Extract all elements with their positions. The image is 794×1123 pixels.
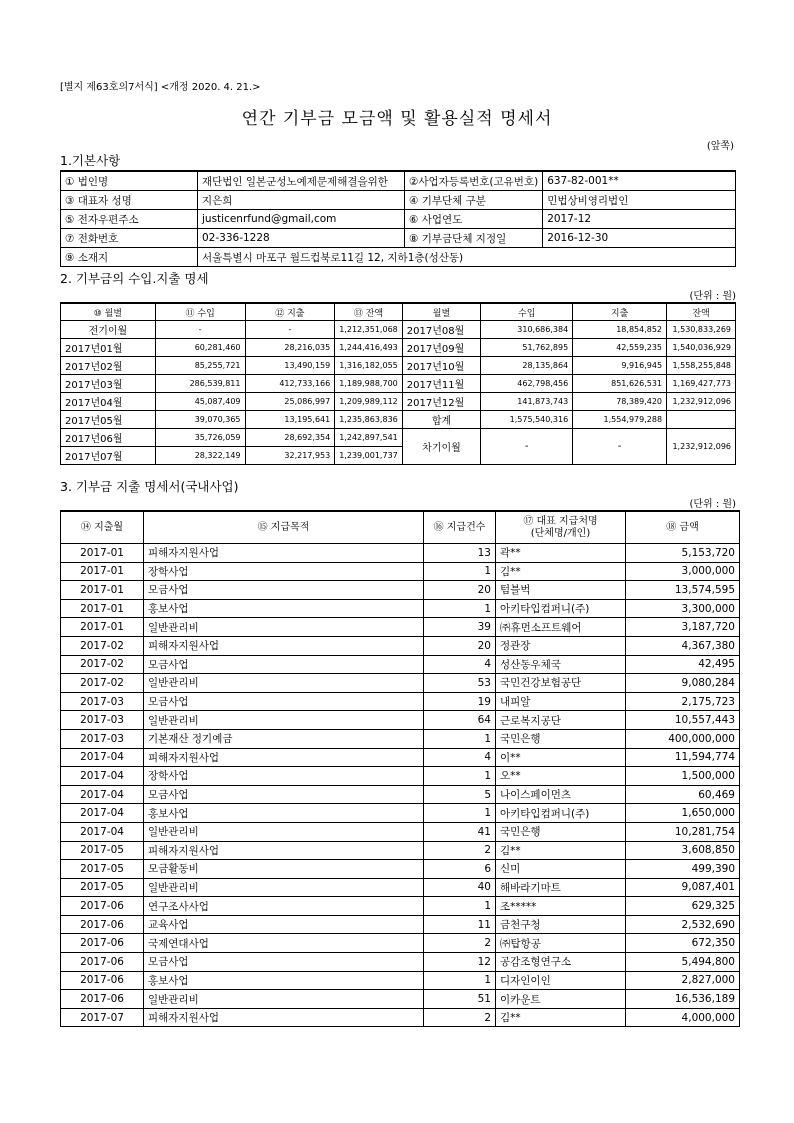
count-cell: 13 — [424, 544, 496, 563]
header-recipient — [496, 511, 626, 544]
table-row — [61, 841, 740, 860]
table-row — [61, 878, 740, 897]
month-cell: 2017년09월 — [402, 339, 480, 357]
expense-month-cell: 2017-06 — [61, 971, 144, 990]
count-cell: 20 — [424, 636, 496, 655]
count-cell: 4 — [424, 748, 496, 767]
income-cell: 1,575,540,316 — [481, 411, 573, 429]
table-row — [61, 897, 740, 916]
count-cell: 1 — [424, 562, 496, 581]
count-cell: 19 — [424, 692, 496, 711]
purpose-cell: 모금사업 — [144, 953, 424, 972]
count-cell: 4 — [424, 655, 496, 674]
header-expense-month: ⑭ 지출월 — [61, 511, 144, 544]
count-cell: 1 — [424, 729, 496, 748]
expense-detail-table — [60, 510, 740, 1027]
balance-cell: 1,558,255,848 — [667, 357, 736, 375]
purpose-cell: 홍보사업 — [144, 599, 424, 618]
recipient-cell: 오** — [496, 767, 626, 786]
balance-cell: 1,242,897,541 — [335, 429, 403, 447]
recipient-cell: 김** — [496, 1008, 626, 1027]
expense-month-cell: 2017-05 — [61, 878, 144, 897]
purpose-cell: 피해자지원사업 — [144, 544, 424, 563]
balance-cell: 1,212,351,068 — [335, 321, 403, 339]
expense-cell: 13,490,159 — [245, 357, 335, 375]
field-label: ⑧ 기부금단체 지정일 — [405, 229, 543, 248]
income-cell: 141,873,743 — [481, 393, 573, 411]
field-value: 637-82-001** — [543, 171, 736, 191]
basic-info-row — [61, 229, 736, 248]
expense-month-cell: 2017-01 — [61, 618, 144, 637]
count-cell: 39 — [424, 618, 496, 637]
carry-expense-cell: - — [573, 429, 667, 465]
purpose-cell: 교육사업 — [144, 915, 424, 934]
section2-heading: 2. 기부금의 수입.지출 명세 — [60, 271, 209, 286]
expense-month-cell: 2017-01 — [61, 562, 144, 581]
amount-cell: 60,469 — [626, 785, 740, 804]
table-row — [61, 562, 740, 581]
field-label: ③ 대표자 성명 — [61, 191, 198, 210]
recipient-cell: 신미 — [496, 860, 626, 879]
purpose-cell: 일반관리비 — [144, 990, 424, 1009]
recipient-cell: 정관장 — [496, 636, 626, 655]
table-row — [61, 618, 740, 637]
table-row — [61, 729, 740, 748]
basic-info-row — [61, 191, 736, 210]
recipient-cell: 해바라기마트 — [496, 878, 626, 897]
table-row — [61, 599, 740, 618]
count-cell: 20 — [424, 581, 496, 600]
expense-cell: 78,389,420 — [573, 393, 667, 411]
count-cell: 5 — [424, 785, 496, 804]
expense-month-cell: 2017-03 — [61, 711, 144, 730]
expense-month-cell: 2017-01 — [61, 581, 144, 600]
basic-info-row — [61, 248, 736, 267]
income-expense-row — [61, 357, 736, 375]
table-row — [61, 692, 740, 711]
amount-cell: 11,594,774 — [626, 748, 740, 767]
income-expense-row — [61, 321, 736, 339]
income-cell: - — [155, 321, 245, 339]
amount-cell: 2,175,723 — [626, 692, 740, 711]
field-label: ⑤ 전자우편주소 — [61, 210, 198, 229]
column-header: 지출 — [573, 303, 667, 321]
table-row — [61, 822, 740, 841]
count-cell: 1 — [424, 897, 496, 916]
purpose-cell: 일반관리비 — [144, 878, 424, 897]
recipient-cell: 디자인이인 — [496, 971, 626, 990]
income-expense-row — [61, 393, 736, 411]
table-row — [61, 748, 740, 767]
field-value: 재단법인 일본군성노예제문제해결을위한 — [198, 171, 405, 191]
count-cell: 1 — [424, 804, 496, 823]
month-cell: 2017년06월 — [61, 429, 156, 447]
count-cell: 6 — [424, 860, 496, 879]
recipient-cell: 공감조형연구소 — [496, 953, 626, 972]
recipient-cell: 조***** — [496, 897, 626, 916]
purpose-cell: 장학사업 — [144, 562, 424, 581]
purpose-cell: 피해자지원사업 — [144, 841, 424, 860]
expense-month-cell: 2017-06 — [61, 953, 144, 972]
expense-month-cell: 2017-04 — [61, 767, 144, 786]
expense-month-cell: 2017-02 — [61, 636, 144, 655]
expense-month-cell: 2017-06 — [61, 990, 144, 1009]
column-header: ⑩ 월별 — [61, 303, 156, 321]
purpose-cell: 모금사업 — [144, 692, 424, 711]
count-cell: 1 — [424, 599, 496, 618]
income-cell: 462,798,456 — [481, 375, 573, 393]
recipient-cell: 근로복지공단 — [496, 711, 626, 730]
count-cell: 51 — [424, 990, 496, 1009]
expense-cell: 18,854,852 — [573, 321, 667, 339]
basic-info-row — [61, 171, 736, 191]
table-row — [61, 860, 740, 879]
purpose-cell: 기본재산 정기예금 — [144, 729, 424, 748]
form-number: [별지 제63호의7서식] <개정 2020. 4. 21.> — [60, 82, 261, 93]
balance-cell: 1,244,416,493 — [335, 339, 403, 357]
expense-month-cell: 2017-06 — [61, 934, 144, 953]
table-row — [61, 711, 740, 730]
expense-cell: 851,626,531 — [573, 375, 667, 393]
purpose-cell: 일반관리비 — [144, 618, 424, 637]
purpose-cell: 모금사업 — [144, 655, 424, 674]
table-row — [61, 804, 740, 823]
field-value: 2016-12-30 — [543, 229, 736, 248]
income-cell: 39,070,365 — [155, 411, 245, 429]
income-cell: 45,087,409 — [155, 393, 245, 411]
count-cell: 12 — [424, 953, 496, 972]
amount-cell: 672,350 — [626, 934, 740, 953]
table-row — [61, 785, 740, 804]
purpose-cell: 피해자지원사업 — [144, 636, 424, 655]
expense-month-cell: 2017-05 — [61, 860, 144, 879]
balance-cell: 1,169,427,773 — [667, 375, 736, 393]
balance-cell: 1,239,001,737 — [335, 447, 403, 465]
expense-cell: 412,733,166 — [245, 375, 335, 393]
count-cell: 41 — [424, 822, 496, 841]
recipient-cell: 김** — [496, 562, 626, 581]
income-expense-row — [61, 411, 736, 429]
expense-month-cell: 2017-01 — [61, 544, 144, 563]
month-cell: 2017년11월 — [402, 375, 480, 393]
header-recipient-line2: (단체명/개인) — [530, 527, 591, 539]
amount-cell: 5,153,720 — [626, 544, 740, 563]
recipient-cell: 이카운트 — [496, 990, 626, 1009]
table-row — [61, 953, 740, 972]
balance-cell: 1,232,912,096 — [667, 393, 736, 411]
income-cell: 35,726,059 — [155, 429, 245, 447]
table-row — [61, 544, 740, 563]
recipient-cell: 아키타입컴퍼니(주) — [496, 599, 626, 618]
amount-cell: 4,367,380 — [626, 636, 740, 655]
amount-cell: 13,574,595 — [626, 581, 740, 600]
amount-cell: 3,000,000 — [626, 562, 740, 581]
balance-cell: 1,235,863,836 — [335, 411, 403, 429]
table-row — [61, 655, 740, 674]
amount-cell: 42,495 — [626, 655, 740, 674]
amount-cell: 3,300,000 — [626, 599, 740, 618]
column-header: ⑬ 잔액 — [335, 303, 403, 321]
field-value: 2017-12 — [543, 210, 736, 229]
table-row — [61, 1008, 740, 1027]
count-cell: 1 — [424, 971, 496, 990]
income-cell: 28,322,149 — [155, 447, 245, 465]
purpose-cell: 홍보사업 — [144, 971, 424, 990]
purpose-cell: 홍보사업 — [144, 804, 424, 823]
recipient-cell: 곽** — [496, 544, 626, 563]
purpose-cell: 모금사업 — [144, 581, 424, 600]
expense-month-cell: 2017-02 — [61, 674, 144, 693]
expense-cell: 25,086,997 — [245, 393, 335, 411]
amount-cell: 499,390 — [626, 860, 740, 879]
amount-cell: 2,827,000 — [626, 971, 740, 990]
month-cell: 2017년10월 — [402, 357, 480, 375]
section2-unit: (단위 : 원) — [689, 291, 736, 302]
field-label: ⑨ 소재지 — [61, 248, 198, 267]
recipient-cell: 아키타입컴퍼니(주) — [496, 804, 626, 823]
amount-cell: 9,087,401 — [626, 878, 740, 897]
recipient-cell: 텀블벅 — [496, 581, 626, 600]
address-value: 서울특별시 마포구 월드컵북로11길 12, 지하1층(성산동) — [198, 248, 736, 267]
amount-cell: 3,187,720 — [626, 618, 740, 637]
count-cell: 1 — [424, 767, 496, 786]
purpose-cell: 일반관리비 — [144, 674, 424, 693]
amount-cell: 4,000,000 — [626, 1008, 740, 1027]
expense-month-cell: 2017-04 — [61, 804, 144, 823]
expense-cell: 28,692,354 — [245, 429, 335, 447]
table-row — [61, 674, 740, 693]
recipient-cell: 이** — [496, 748, 626, 767]
field-value: 02-336-1228 — [198, 229, 405, 248]
count-cell: 64 — [424, 711, 496, 730]
count-cell: 2 — [424, 841, 496, 860]
amount-cell: 10,557,443 — [626, 711, 740, 730]
recipient-cell: 나이스페이먼츠 — [496, 785, 626, 804]
amount-cell: 16,536,189 — [626, 990, 740, 1009]
amount-cell: 400,000,000 — [626, 729, 740, 748]
amount-cell: 1,650,000 — [626, 804, 740, 823]
purpose-cell: 피해자지원사업 — [144, 748, 424, 767]
amount-cell: 5,494,800 — [626, 953, 740, 972]
expense-cell: 28,216,035 — [245, 339, 335, 357]
section3-unit: (단위 : 원) — [689, 499, 736, 510]
recipient-cell: 금천구청 — [496, 915, 626, 934]
carry-income-cell: - — [481, 429, 573, 465]
table-row — [61, 915, 740, 934]
field-label: ① 법인명 — [61, 171, 198, 191]
count-cell: 2 — [424, 934, 496, 953]
month-cell: 2017년01월 — [61, 339, 156, 357]
recipient-cell: 성산동우체국 — [496, 655, 626, 674]
count-cell: 40 — [424, 878, 496, 897]
month-cell: 2017년04월 — [61, 393, 156, 411]
expense-cell: 1,554,979,288 — [573, 411, 667, 429]
expense-cell: 13,195,641 — [245, 411, 335, 429]
month-cell: 2017년12월 — [402, 393, 480, 411]
recipient-cell: 내피알 — [496, 692, 626, 711]
month-cell: 2017년03월 — [61, 375, 156, 393]
header-amount: ⑱ 금액 — [626, 511, 740, 544]
expense-cell: 42,559,235 — [573, 339, 667, 357]
amount-cell: 1,500,000 — [626, 767, 740, 786]
purpose-cell: 일반관리비 — [144, 822, 424, 841]
section3-heading: 3. 기부금 지출 명세서(국내사업) — [60, 479, 239, 494]
field-value: justicenrfund@gmail,com — [198, 210, 405, 229]
recipient-cell: 김** — [496, 841, 626, 860]
balance-cell: 1,530,833,269 — [667, 321, 736, 339]
income-expense-table — [60, 302, 736, 465]
field-label: ⑦ 전화번호 — [61, 229, 198, 248]
amount-cell: 629,325 — [626, 897, 740, 916]
expense-month-cell: 2017-06 — [61, 897, 144, 916]
table-row — [61, 934, 740, 953]
purpose-cell: 장학사업 — [144, 767, 424, 786]
purpose-cell: 연구조사사업 — [144, 897, 424, 916]
income-cell: 286,539,811 — [155, 375, 245, 393]
table-row — [61, 581, 740, 600]
month-cell: 2017년02월 — [61, 357, 156, 375]
field-value: 민법상비영리법인 — [543, 191, 736, 210]
page-side-note: (앞쪽) — [706, 141, 734, 152]
purpose-cell: 모금사업 — [144, 785, 424, 804]
column-header: 수입 — [481, 303, 573, 321]
income-cell: 60,281,460 — [155, 339, 245, 357]
purpose-cell: 모금활동비 — [144, 860, 424, 879]
expense-cell: 32,217,953 — [245, 447, 335, 465]
income-expense-row — [61, 375, 736, 393]
carry-month-cell: 차기이월 — [402, 429, 480, 465]
recipient-cell: 국민은행 — [496, 822, 626, 841]
expense-month-cell: 2017-03 — [61, 692, 144, 711]
balance-cell — [667, 411, 736, 429]
balance-cell: 1,316,182,055 — [335, 357, 403, 375]
amount-cell: 10,281,754 — [626, 822, 740, 841]
income-expense-row — [61, 429, 736, 447]
purpose-cell: 피해자지원사업 — [144, 1008, 424, 1027]
expense-month-cell: 2017-04 — [61, 785, 144, 804]
amount-cell: 2,532,690 — [626, 915, 740, 934]
column-header: 잔액 — [667, 303, 736, 321]
carry-balance-cell: 1,232,912,096 — [667, 429, 736, 465]
field-value: 지은희 — [198, 191, 405, 210]
purpose-cell: 일반관리비 — [144, 711, 424, 730]
balance-cell: 1,209,989,112 — [335, 393, 403, 411]
header-recipient-line1: ⑰ 대표 지급처명 — [523, 515, 598, 527]
income-expense-row — [61, 339, 736, 357]
amount-cell: 3,608,850 — [626, 841, 740, 860]
table-row — [61, 990, 740, 1009]
table-row — [61, 767, 740, 786]
count-cell: 53 — [424, 674, 496, 693]
income-cell: 310,686,384 — [481, 321, 573, 339]
recipient-cell: ㈜휴먼소프트웨어 — [496, 618, 626, 637]
count-cell: 11 — [424, 915, 496, 934]
header-count: ⑯ 지급건수 — [424, 511, 496, 544]
balance-cell: 1,189,988,700 — [335, 375, 403, 393]
expense-cell: - — [245, 321, 335, 339]
amount-cell: 9,080,284 — [626, 674, 740, 693]
recipient-cell: 국민은행 — [496, 729, 626, 748]
expense-month-cell: 2017-03 — [61, 729, 144, 748]
month-cell: 2017년08월 — [402, 321, 480, 339]
table-row — [61, 636, 740, 655]
section1-heading: 1.기본사항 — [60, 153, 121, 168]
table-row — [61, 971, 740, 990]
expense-month-cell: 2017-06 — [61, 915, 144, 934]
expense-month-cell: 2017-04 — [61, 748, 144, 767]
expense-month-cell: 2017-02 — [61, 655, 144, 674]
field-label: ⑥ 사업연도 — [405, 210, 543, 229]
expense-cell: 9,916,945 — [573, 357, 667, 375]
recipient-cell: 국민건강보험공단 — [496, 674, 626, 693]
field-label: ②사업자등록번호(고유번호) — [405, 171, 543, 191]
income-cell: 85,255,721 — [155, 357, 245, 375]
month-cell: 2017년05월 — [61, 411, 156, 429]
balance-cell: 1,540,036,929 — [667, 339, 736, 357]
expense-month-cell: 2017-04 — [61, 822, 144, 841]
income-cell: 51,762,895 — [481, 339, 573, 357]
basic-info-row — [61, 210, 736, 229]
expense-month-cell: 2017-05 — [61, 841, 144, 860]
month-cell: 2017년07월 — [61, 447, 156, 465]
document-title: 연간 기부금 모금액 및 활용실적 명세서 — [241, 109, 553, 129]
income-cell: 28,135,864 — [481, 357, 573, 375]
recipient-cell: ㈜탑항공 — [496, 934, 626, 953]
purpose-cell: 국제연대사업 — [144, 934, 424, 953]
basic-info-table — [60, 170, 736, 267]
column-header: 월별 — [402, 303, 480, 321]
count-cell: 2 — [424, 1008, 496, 1027]
column-header: ⑫ 지출 — [245, 303, 335, 321]
expense-month-cell: 2017-01 — [61, 599, 144, 618]
month-cell: 합계 — [402, 411, 480, 429]
expense-month-cell: 2017-07 — [61, 1008, 144, 1027]
header-purpose: ⑮ 지급목적 — [144, 511, 424, 544]
month-cell: 전기이월 — [61, 321, 156, 339]
field-label: ④ 기부단체 구분 — [405, 191, 543, 210]
column-header: ⑪ 수입 — [155, 303, 245, 321]
